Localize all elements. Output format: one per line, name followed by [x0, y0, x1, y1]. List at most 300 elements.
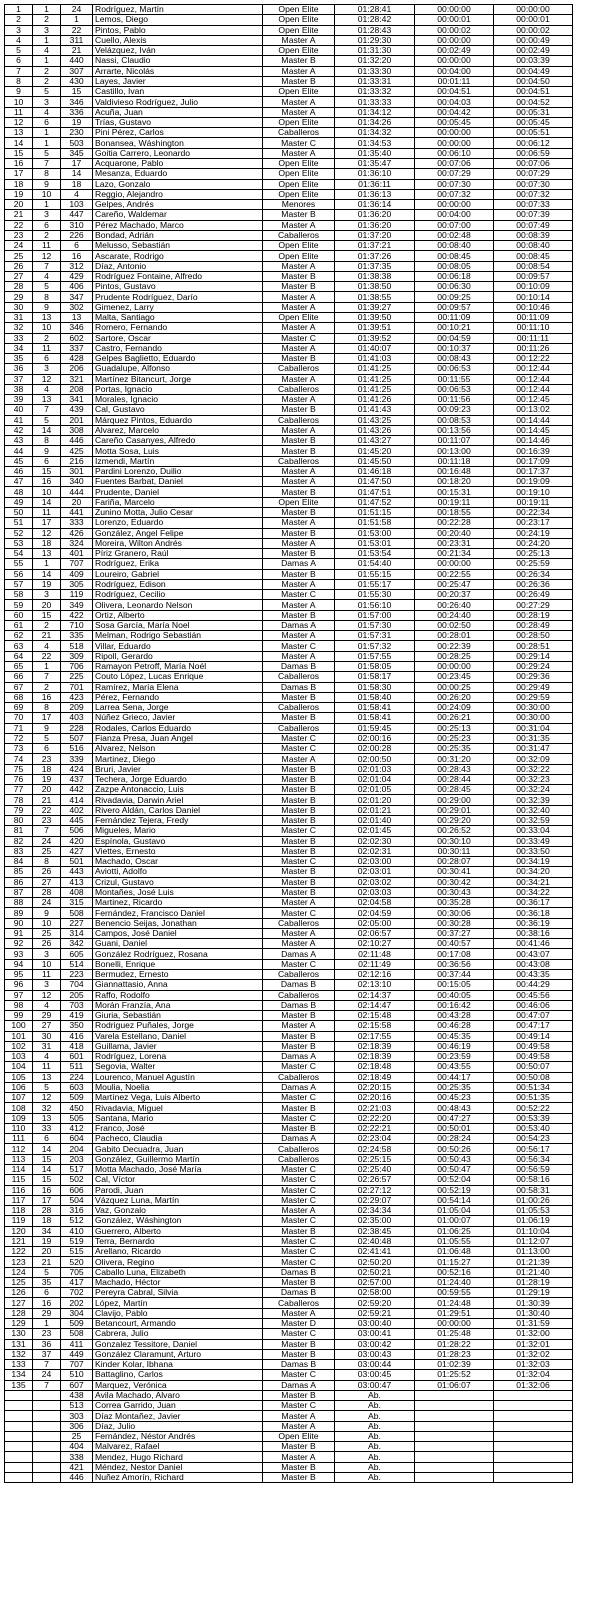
- category-position-cell: 27: [33, 877, 61, 887]
- finish-time-cell: 02:57:00: [335, 1277, 415, 1287]
- overall-gap-cell: 00:08:54: [494, 261, 573, 271]
- category-position-cell: 14: [33, 425, 61, 435]
- overall-position-cell: 52: [5, 528, 33, 538]
- athlete-name-cell: Guerrero, Alberto: [93, 1226, 263, 1236]
- bib-number-cell: 607: [61, 1380, 93, 1390]
- category-gap-cell: 00:00:00: [415, 200, 494, 210]
- finish-time-cell: 02:40:48: [335, 1236, 415, 1246]
- overall-position-cell: 83: [5, 846, 33, 856]
- division-cell: Master B: [263, 528, 335, 538]
- category-gap-cell: 00:22:39: [415, 641, 494, 651]
- overall-gap-cell: 00:07:49: [494, 220, 573, 230]
- table-row: [5, 1093, 573, 1103]
- division-cell: Damas A: [263, 620, 335, 630]
- finish-time-cell: 02:01:04: [335, 774, 415, 784]
- division-cell: Master B: [263, 836, 335, 846]
- overall-position-cell: 119: [5, 1216, 33, 1226]
- category-gap-cell: 00:00:00: [415, 128, 494, 138]
- table-row: [5, 25, 573, 35]
- overall-gap-cell: 00:07:29: [494, 169, 573, 179]
- category-gap-cell: 01:05:55: [415, 1236, 494, 1246]
- category-gap-cell: 00:52:16: [415, 1267, 494, 1277]
- overall-gap-cell: 00:26:34: [494, 569, 573, 579]
- athlete-name-cell: López, Martín: [93, 1298, 263, 1308]
- overall-gap-cell: 01:10:04: [494, 1226, 573, 1236]
- division-cell: Master C: [263, 1401, 335, 1411]
- overall-gap-cell: 01:32:01: [494, 1339, 573, 1349]
- table-row: [5, 528, 573, 538]
- finish-time-cell: 01:45:20: [335, 446, 415, 456]
- bib-number-cell: 445: [61, 815, 93, 825]
- overall-position-cell: 37: [5, 374, 33, 384]
- overall-gap-cell: 00:29:24: [494, 662, 573, 672]
- athlete-name-cell: Alvarez, Nelson: [93, 744, 263, 754]
- division-cell: Caballeros: [263, 1154, 335, 1164]
- category-position-cell: 7: [33, 405, 61, 415]
- table-row: [5, 1360, 573, 1370]
- category-gap-cell: 00:11:09: [415, 312, 494, 322]
- category-position-cell: 7: [33, 826, 61, 836]
- overall-gap-cell: 00:05:31: [494, 107, 573, 117]
- finish-time-cell: 01:33:30: [335, 66, 415, 76]
- category-position-cell: 11: [33, 1062, 61, 1072]
- bib-number-cell: 443: [61, 867, 93, 877]
- overall-gap-cell: 00:12:22: [494, 354, 573, 364]
- category-position-cell: 14: [33, 1165, 61, 1175]
- category-position-cell: 9: [33, 179, 61, 189]
- overall-position-cell: 112: [5, 1144, 33, 1154]
- division-cell: Master B: [263, 282, 335, 292]
- overall-gap-cell: 00:16:39: [494, 446, 573, 456]
- finish-time-cell: 01:31:30: [335, 46, 415, 56]
- overall-gap-cell: [494, 1421, 573, 1431]
- table-row: [5, 66, 573, 76]
- athlete-name-cell: Campos, José Daniel: [93, 928, 263, 938]
- athlete-name-cell: Guadalupe, Alfonso: [93, 364, 263, 374]
- overall-gap-cell: 01:30:40: [494, 1308, 573, 1318]
- overall-position-cell: 62: [5, 631, 33, 641]
- athlete-name-cell: Zunino Motta, Julio Cesar: [93, 508, 263, 518]
- category-gap-cell: [415, 1390, 494, 1400]
- athlete-name-cell: Núñez Grieco, Javier: [93, 713, 263, 723]
- overall-gap-cell: 00:28:51: [494, 641, 573, 651]
- overall-gap-cell: 00:04:49: [494, 66, 573, 76]
- category-gap-cell: 00:04:42: [415, 107, 494, 117]
- category-gap-cell: 00:45:23: [415, 1093, 494, 1103]
- category-position-cell: 14: [33, 1144, 61, 1154]
- division-cell: Open Elite: [263, 158, 335, 168]
- finish-time-cell: 01:38:50: [335, 282, 415, 292]
- category-gap-cell: 01:06:25: [415, 1226, 494, 1236]
- category-position-cell: 32: [33, 1103, 61, 1113]
- overall-position-cell: 111: [5, 1134, 33, 1144]
- finish-time-cell: 01:37:20: [335, 230, 415, 240]
- overall-position-cell: 6: [5, 56, 33, 66]
- category-position-cell: 5: [33, 282, 61, 292]
- overall-position-cell: 13: [5, 128, 33, 138]
- division-cell: Damas A: [263, 1380, 335, 1390]
- bib-number-cell: 216: [61, 456, 93, 466]
- overall-position-cell: 87: [5, 887, 33, 897]
- category-gap-cell: 00:52:19: [415, 1185, 494, 1195]
- finish-time-cell: 02:03:01: [335, 867, 415, 877]
- division-cell: Master A: [263, 600, 335, 610]
- division-cell: Master A: [263, 343, 335, 353]
- table-row: [5, 1380, 573, 1390]
- division-cell: Open Elite: [263, 5, 335, 15]
- athlete-name-cell: Lemos, Diego: [93, 15, 263, 25]
- table-row: [5, 723, 573, 733]
- bib-number-cell: 342: [61, 939, 93, 949]
- athlete-name-cell: Méndez, Nestor Daniel: [93, 1462, 263, 1472]
- overall-gap-cell: 00:00:49: [494, 35, 573, 45]
- category-position-cell: 33: [33, 1123, 61, 1133]
- table-row: [5, 446, 573, 456]
- overall-gap-cell: 00:11:26: [494, 343, 573, 353]
- bib-number-cell: 321: [61, 374, 93, 384]
- bib-number-cell: 449: [61, 1349, 93, 1359]
- table-row: [5, 395, 573, 405]
- overall-gap-cell: 00:36:18: [494, 908, 573, 918]
- finish-time-cell: 01:40:07: [335, 343, 415, 353]
- division-cell: Master A: [263, 323, 335, 333]
- bib-number-cell: 338: [61, 1452, 93, 1462]
- division-cell: Master A: [263, 754, 335, 764]
- overall-gap-cell: 00:56:34: [494, 1154, 573, 1164]
- overall-gap-cell: 00:32:22: [494, 764, 573, 774]
- overall-position-cell: 5: [5, 46, 33, 56]
- division-cell: Master C: [263, 1093, 335, 1103]
- division-cell: Master C: [263, 1175, 335, 1185]
- category-gap-cell: 00:07:30: [415, 179, 494, 189]
- overall-gap-cell: 00:07:32: [494, 189, 573, 199]
- division-cell: Master A: [263, 292, 335, 302]
- bib-number-cell: 346: [61, 323, 93, 333]
- athlete-name-cell: Rodriguez Puñales, Jorge: [93, 1021, 263, 1031]
- table-row: [5, 1472, 573, 1482]
- category-position-cell: 5: [33, 1082, 61, 1092]
- division-cell: Master C: [263, 1216, 335, 1226]
- category-gap-cell: 00:11:56: [415, 395, 494, 405]
- overall-position-cell: 86: [5, 877, 33, 887]
- bib-number-cell: 204: [61, 1144, 93, 1154]
- overall-gap-cell: 00:41:46: [494, 939, 573, 949]
- table-row: [5, 425, 573, 435]
- category-position-cell: 11: [33, 343, 61, 353]
- division-cell: Open Elite: [263, 497, 335, 507]
- division-cell: Master C: [263, 1329, 335, 1339]
- division-cell: Damas A: [263, 949, 335, 959]
- bib-number-cell: 702: [61, 1288, 93, 1298]
- category-position-cell: 12: [33, 990, 61, 1000]
- overall-position-cell: 117: [5, 1195, 33, 1205]
- overall-position-cell: 124: [5, 1267, 33, 1277]
- overall-position-cell: 99: [5, 1011, 33, 1021]
- category-position-cell: 20: [33, 600, 61, 610]
- overall-position-cell: 22: [5, 220, 33, 230]
- overall-position-cell: 133: [5, 1360, 33, 1370]
- table-row: [5, 1103, 573, 1113]
- finish-time-cell: 02:34:34: [335, 1206, 415, 1216]
- finish-time-cell: 01:33:31: [335, 76, 415, 86]
- category-position-cell: 1: [33, 138, 61, 148]
- category-gap-cell: 00:00:25: [415, 682, 494, 692]
- table-row: [5, 323, 573, 333]
- category-gap-cell: 00:07:29: [415, 169, 494, 179]
- division-cell: Master B: [263, 210, 335, 220]
- division-cell: Open Elite: [263, 251, 335, 261]
- bib-number-cell: 14: [61, 169, 93, 179]
- bib-number-cell: 310: [61, 220, 93, 230]
- category-position-cell: 21: [33, 631, 61, 641]
- finish-time-cell: 01:55:30: [335, 590, 415, 600]
- overall-position-cell: 20: [5, 200, 33, 210]
- bib-number-cell: 346: [61, 97, 93, 107]
- athlete-name-cell: Pereyra Cabral, Silvia: [93, 1288, 263, 1298]
- finish-time-cell: 02:41:41: [335, 1247, 415, 1257]
- overall-gap-cell: 00:30:00: [494, 713, 573, 723]
- division-cell: Caballeros: [263, 1298, 335, 1308]
- bib-number-cell: 230: [61, 128, 93, 138]
- athlete-name-cell: Fernández, Francisco Daniel: [93, 908, 263, 918]
- overall-gap-cell: [494, 1431, 573, 1441]
- finish-time-cell: 03:00:47: [335, 1380, 415, 1390]
- division-cell: Damas A: [263, 559, 335, 569]
- overall-position-cell: 129: [5, 1319, 33, 1329]
- athlete-name-cell: Parodi, Juan: [93, 1185, 263, 1195]
- finish-time-cell: 02:22:20: [335, 1113, 415, 1123]
- overall-position-cell: 95: [5, 969, 33, 979]
- overall-gap-cell: 01:21:39: [494, 1257, 573, 1267]
- overall-gap-cell: 00:14:44: [494, 415, 573, 425]
- bib-number-cell: 301: [61, 466, 93, 476]
- overall-gap-cell: 00:45:56: [494, 990, 573, 1000]
- table-row: [5, 1216, 573, 1226]
- athlete-name-cell: Pérez, Fernando: [93, 692, 263, 702]
- overall-gap-cell: 00:00:01: [494, 15, 573, 25]
- overall-position-cell: 132: [5, 1349, 33, 1359]
- category-position-cell: 19: [33, 774, 61, 784]
- finish-time-cell: 02:00:50: [335, 754, 415, 764]
- bib-number-cell: 303: [61, 1411, 93, 1421]
- finish-time-cell: Ab.: [335, 1462, 415, 1472]
- finish-time-cell: Ab.: [335, 1401, 415, 1411]
- overall-gap-cell: 00:02:49: [494, 46, 573, 56]
- division-cell: Master A: [263, 148, 335, 158]
- overall-position-cell: [5, 1421, 33, 1431]
- athlete-name-cell: Castillo, Ivan: [93, 87, 263, 97]
- overall-gap-cell: 00:25:13: [494, 549, 573, 559]
- division-cell: Caballeros: [263, 415, 335, 425]
- bib-number-cell: 410: [61, 1226, 93, 1236]
- athlete-name-cell: Ortiz, Alberto: [93, 610, 263, 620]
- category-gap-cell: 00:23:59: [415, 1052, 494, 1062]
- category-gap-cell: 00:37:44: [415, 969, 494, 979]
- overall-position-cell: 49: [5, 497, 33, 507]
- bib-number-cell: 701: [61, 682, 93, 692]
- table-row: [5, 312, 573, 322]
- category-position-cell: 1: [33, 559, 61, 569]
- category-gap-cell: 00:18:20: [415, 477, 494, 487]
- finish-time-cell: Ab.: [335, 1452, 415, 1462]
- bib-number-cell: 22: [61, 25, 93, 35]
- category-gap-cell: 00:00:00: [415, 56, 494, 66]
- category-gap-cell: 00:29:00: [415, 795, 494, 805]
- finish-time-cell: 03:00:40: [335, 1319, 415, 1329]
- overall-position-cell: 97: [5, 990, 33, 1000]
- athlete-name-cell: Bonelli, Enrique: [93, 959, 263, 969]
- overall-position-cell: 93: [5, 949, 33, 959]
- category-gap-cell: 00:04:51: [415, 87, 494, 97]
- division-cell: Damas B: [263, 1267, 335, 1277]
- overall-gap-cell: 00:07:33: [494, 200, 573, 210]
- overall-position-cell: 16: [5, 158, 33, 168]
- athlete-name-cell: Avila Machado, Alvaro: [93, 1390, 263, 1400]
- overall-position-cell: 42: [5, 425, 33, 435]
- bib-number-cell: 205: [61, 990, 93, 1000]
- overall-position-cell: 58: [5, 590, 33, 600]
- overall-position-cell: 1: [5, 5, 33, 15]
- bib-number-cell: 20: [61, 497, 93, 507]
- category-gap-cell: 01:24:40: [415, 1277, 494, 1287]
- overall-position-cell: 71: [5, 723, 33, 733]
- table-row: [5, 1021, 573, 1031]
- overall-position-cell: 120: [5, 1226, 33, 1236]
- category-position-cell: 8: [33, 703, 61, 713]
- athlete-name-cell: Melman, Rodrigo Sebastián: [93, 631, 263, 641]
- bib-number-cell: 1: [61, 15, 93, 25]
- athlete-name-cell: Díaz Montañez, Javier: [93, 1411, 263, 1421]
- overall-position-cell: 122: [5, 1247, 33, 1257]
- table-row: [5, 1082, 573, 1092]
- bib-number-cell: 225: [61, 672, 93, 682]
- overall-gap-cell: 00:13:02: [494, 405, 573, 415]
- athlete-name-cell: Prudente, Daniel: [93, 487, 263, 497]
- bib-number-cell: 518: [61, 641, 93, 651]
- category-gap-cell: 00:26:20: [415, 692, 494, 702]
- finish-time-cell: 01:47:51: [335, 487, 415, 497]
- division-cell: Master A: [263, 651, 335, 661]
- category-position-cell: [33, 1472, 61, 1482]
- finish-time-cell: 01:38:55: [335, 292, 415, 302]
- bib-number-cell: 514: [61, 959, 93, 969]
- division-cell: Master B: [263, 549, 335, 559]
- bib-number-cell: 424: [61, 764, 93, 774]
- overall-gap-cell: 00:08:45: [494, 251, 573, 261]
- category-gap-cell: 01:28:23: [415, 1349, 494, 1359]
- table-row: [5, 200, 573, 210]
- category-position-cell: 16: [33, 1298, 61, 1308]
- overall-position-cell: 100: [5, 1021, 33, 1031]
- division-cell: Open Elite: [263, 25, 335, 35]
- finish-time-cell: 02:02:30: [335, 836, 415, 846]
- finish-time-cell: 02:05:00: [335, 918, 415, 928]
- category-gap-cell: 00:02:49: [415, 46, 494, 56]
- bib-number-cell: 333: [61, 518, 93, 528]
- finish-time-cell: 02:15:58: [335, 1021, 415, 1031]
- division-cell: Master B: [263, 271, 335, 281]
- table-row: [5, 887, 573, 897]
- division-cell: Caballeros: [263, 364, 335, 374]
- bib-number-cell: 24: [61, 5, 93, 15]
- category-position-cell: 7: [33, 672, 61, 682]
- finish-time-cell: 01:54:40: [335, 559, 415, 569]
- overall-gap-cell: 01:32:03: [494, 1360, 573, 1370]
- table-row: [5, 343, 573, 353]
- category-position-cell: 16: [33, 692, 61, 702]
- overall-gap-cell: 00:11:11: [494, 333, 573, 343]
- table-row: [5, 969, 573, 979]
- category-position-cell: 4: [33, 107, 61, 117]
- overall-position-cell: 64: [5, 651, 33, 661]
- table-row: [5, 1308, 573, 1318]
- athlete-name-cell: Cuello, Alexis: [93, 35, 263, 45]
- bib-number-cell: 418: [61, 1041, 93, 1051]
- finish-time-cell: 01:34:53: [335, 138, 415, 148]
- category-position-cell: 25: [33, 928, 61, 938]
- bib-number-cell: 312: [61, 261, 93, 271]
- finish-time-cell: 01:55:17: [335, 579, 415, 589]
- table-row: [5, 1062, 573, 1072]
- table-row: [5, 1031, 573, 1041]
- athlete-name-cell: Rivero Aldán, Carlos Daniel: [93, 805, 263, 815]
- overall-position-cell: 48: [5, 487, 33, 497]
- category-gap-cell: 00:00:00: [415, 138, 494, 148]
- athlete-name-cell: Fernández, Néstor Andrés: [93, 1431, 263, 1441]
- athlete-name-cell: Couto López, Lucas Enrique: [93, 672, 263, 682]
- athlete-name-cell: Arrarte, Nicolás: [93, 66, 263, 76]
- athlete-name-cell: Goitia Carrero, Leonardo: [93, 148, 263, 158]
- division-cell: Caballeros: [263, 456, 335, 466]
- division-cell: Open Elite: [263, 189, 335, 199]
- division-cell: Master C: [263, 1257, 335, 1267]
- bib-number-cell: 228: [61, 723, 93, 733]
- athlete-name-cell: Segovia, Walter: [93, 1062, 263, 1072]
- athlete-name-cell: Franco, José: [93, 1123, 263, 1133]
- athlete-name-cell: Sartore, Oscar: [93, 333, 263, 343]
- bib-number-cell: 6: [61, 241, 93, 251]
- overall-position-cell: 125: [5, 1277, 33, 1287]
- athlete-name-cell: Romero, Fernando: [93, 323, 263, 333]
- bib-number-cell: 302: [61, 302, 93, 312]
- bib-number-cell: 208: [61, 384, 93, 394]
- table-row: [5, 374, 573, 384]
- bib-number-cell: 444: [61, 487, 93, 497]
- finish-time-cell: 01:57:32: [335, 641, 415, 651]
- table-row: [5, 148, 573, 158]
- bib-number-cell: 430: [61, 76, 93, 86]
- overall-position-cell: 118: [5, 1206, 33, 1216]
- division-cell: Master B: [263, 1123, 335, 1133]
- overall-gap-cell: 00:34:21: [494, 877, 573, 887]
- finish-time-cell: 01:41:03: [335, 354, 415, 364]
- overall-gap-cell: 01:28:19: [494, 1277, 573, 1287]
- overall-position-cell: 92: [5, 939, 33, 949]
- overall-gap-cell: 00:43:08: [494, 959, 573, 969]
- overall-position-cell: 89: [5, 908, 33, 918]
- athlete-name-cell: Rodríguez, Martín: [93, 5, 263, 15]
- finish-time-cell: 02:24:58: [335, 1144, 415, 1154]
- athlete-name-cell: Careño Casanyes, Alfredo: [93, 436, 263, 446]
- category-gap-cell: 00:02:48: [415, 230, 494, 240]
- bib-number-cell: 336: [61, 107, 93, 117]
- bib-number-cell: 345: [61, 148, 93, 158]
- bib-number-cell: 420: [61, 836, 93, 846]
- finish-time-cell: 02:11:48: [335, 949, 415, 959]
- category-position-cell: 1: [33, 56, 61, 66]
- athlete-name-cell: Battaglino, Carlos: [93, 1370, 263, 1380]
- finish-time-cell: 02:59:21: [335, 1308, 415, 1318]
